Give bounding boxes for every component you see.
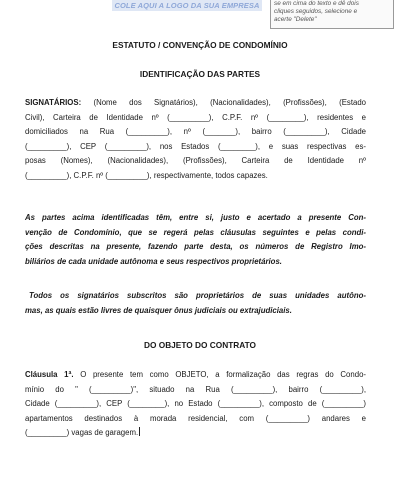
note-line: se em cima do texto e dê dois bbox=[274, 0, 359, 7]
paragraph-line: biliários de cada unidade autônoma e seus respectivos proprietários. bbox=[25, 256, 282, 266]
owners-paragraph[interactable] bbox=[25, 289, 366, 318]
paragraph-line: O presente tem como OBJETO, a formalização das regras do Condo- bbox=[73, 370, 367, 379]
logo-placeholder-text: COLE AQUI A LOGO DA SUA EMPRESA bbox=[114, 1, 260, 10]
text-cursor bbox=[139, 427, 140, 436]
paragraph-line: posas (Nomes), (Nacionalidades), (Profissões), Carteira de Identidade nº bbox=[25, 156, 366, 166]
document-title: ESTATUTO / CONVENÇÃO DE CONDOMÍNIO bbox=[112, 40, 288, 50]
paragraph-line: Todos os signatários subscritos são proprietários de suas unidades autôno- bbox=[29, 291, 366, 300]
paragraph-line: domiciliados na Rua (_________), nº (_______), bairro (_________), Cidade bbox=[25, 127, 366, 137]
paragraph-line: Civil), Carteira de Identidade nº (_________), C.P.F. nº (________), residentes e bbox=[25, 112, 366, 122]
paragraph-line: apartamentos destinados à morada residencial, com (_________) andares e bbox=[25, 413, 366, 423]
paragraph-line: mas, as quais estão livres de quaisquer ônus judiciais ou extrajudiciais. bbox=[25, 305, 292, 315]
paragraph-line: (Nome dos Signatários), (Nacionalidades), (Profissões), (Estado bbox=[81, 98, 366, 107]
agreement-paragraph[interactable] bbox=[25, 211, 366, 269]
paragraph-line: (_________), C.P.F. nº (_________), respectivamente, todos capazes. bbox=[25, 170, 268, 180]
paragraph-line: (_________), CEP (_________), nos Estados (________), e suas respectivas es- bbox=[25, 141, 366, 151]
note-line: cliques seguidos, selecione e bbox=[274, 8, 358, 15]
paragraph-line: (_________) vagas de garagem. bbox=[25, 428, 139, 438]
parties-heading: IDENTIFICAÇÃO DAS PARTES bbox=[139, 69, 261, 79]
paragraph-line: As partes acima identificadas têm, entre si, justo e acertado a presente Con- bbox=[25, 213, 366, 222]
note-line: acerte "Delete" bbox=[274, 16, 317, 23]
paragraph-line: ções descritas na presente, fazendo parte desta, os números de Registro Imo- bbox=[25, 242, 366, 252]
paragraph-line: venção de Condomínio, que se regerá pelas cláusulas seguintes e pelas condi- bbox=[25, 227, 366, 237]
paragraph-line: mínio do " (_________)", situado na Rua (_________), bairro (_________), bbox=[25, 384, 366, 394]
instruction-note bbox=[270, 0, 394, 29]
paragraph-line: Cidade (_________), CEP (________), no Estado (_________), composto de (_________) bbox=[25, 399, 366, 409]
signatarios-label: SIGNATÁRIOS: bbox=[25, 98, 82, 107]
logo-placeholder[interactable] bbox=[112, 0, 262, 11]
clause-1-label: Cláusula 1ª. bbox=[25, 370, 74, 379]
object-heading: DO OBJETO DO CONTRATO bbox=[143, 340, 257, 350]
signatarios-paragraph[interactable] bbox=[25, 96, 366, 184]
clause-1-paragraph[interactable] bbox=[25, 368, 366, 441]
